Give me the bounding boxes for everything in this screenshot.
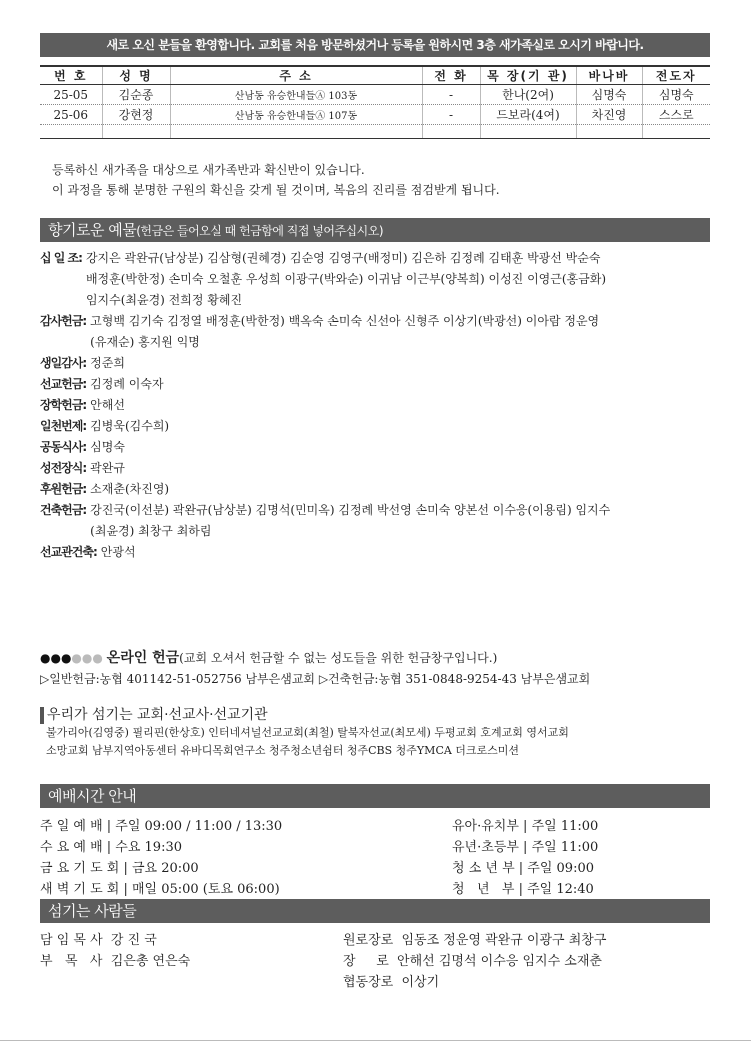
offering-line: 김병욱(김수희) xyxy=(90,419,170,433)
worship-item: 청 소 년 부 | 주일 09:00 xyxy=(452,861,594,876)
cell-empty xyxy=(642,125,710,139)
offering-label: 일천번제: xyxy=(40,419,87,433)
offering-names xyxy=(86,437,720,458)
offering-label: 공동식사: xyxy=(40,440,87,454)
col-phone: 전 화 xyxy=(422,66,480,85)
staff-pastors xyxy=(40,930,190,972)
registration-note-line: 등록하신 새가족을 대상으로 새가족반과 확신반이 있습니다. xyxy=(52,163,365,177)
cell-group: 한나(2여) xyxy=(480,85,576,105)
offering-line: 강진국(이선분) 곽완규(남상분) 김명석(민미옥) 김정례 박선영 손미숙 양본선 이수응(이용림) 임지수 xyxy=(90,503,611,517)
cell-barnabas: 차진영 xyxy=(576,105,642,125)
supported-line: 불가리아(김영중) 필리핀(한상호) 인터네셔널선교교회(최철) 탈북자선교(최모세) 두평교회 호계교회 영서교회 xyxy=(46,726,569,739)
offerings-subtitle: (헌금은 들어오실 때 헌금함에 직접 넣어주십시오) xyxy=(136,224,383,238)
online-offering-title-row xyxy=(40,648,590,669)
worship-adult xyxy=(40,816,282,900)
offering-line: 임지수(최윤경) 전희정 황혜진 xyxy=(85,293,243,307)
cell-empty xyxy=(422,125,480,139)
worship-item: 청 년 부 | 주일 12:40 xyxy=(452,882,594,897)
offering-mission xyxy=(40,374,720,395)
cell-empty xyxy=(480,125,576,139)
staff-item: 장 로 안해선 김명석 이수응 임지수 소재춘 xyxy=(343,954,602,969)
cell-empty xyxy=(170,125,422,139)
worship-item: 주 일 예 배 | 주일 09:00 / 11:00 / 13:30 xyxy=(40,819,283,834)
offering-names xyxy=(86,374,720,395)
cell-phone: - xyxy=(422,105,480,125)
worship-item: 유년·초등부 | 주일 11:00 xyxy=(452,840,599,855)
cell-name: 강현정 xyxy=(102,105,170,125)
offering-line: 강지은 곽완규(남상분) 김삼형(권혜경) 김순영 김영구(배정미) 김은하 김정례 김태훈 박광선 박순숙 xyxy=(85,251,601,265)
staff-elders xyxy=(343,930,606,993)
cell-barnabas: 심명숙 xyxy=(576,85,642,105)
worship-item: 새 벽 기 도 회 | 매일 05:00 (토요 06:00) xyxy=(40,882,280,897)
offering-names xyxy=(97,542,720,563)
offering-label: 선교헌금: xyxy=(40,377,87,391)
bank-accounts: ▷일반헌금:농협 401142-51-052756 남부은샘교회 ▷건축헌금:농협 351-0848-9254-43 남부은샘교회 xyxy=(40,672,591,686)
cell-empty xyxy=(576,125,642,139)
staff-header: 섬기는 사람들 xyxy=(40,899,710,923)
cell-evangelist: 심명숙 xyxy=(642,85,710,105)
col-address: 주 소 xyxy=(170,66,422,85)
divider xyxy=(0,1040,751,1041)
offering-label: 건축헌금: xyxy=(40,503,87,517)
offering-names xyxy=(86,395,720,416)
offering-label: 후원헌금: xyxy=(40,482,87,496)
table-row xyxy=(40,105,710,125)
supported-missions-list xyxy=(40,724,569,760)
cell-evangelist: 스스로 xyxy=(642,105,710,125)
col-group: 목 장(기 관) xyxy=(480,66,576,85)
cell-name: 김순종 xyxy=(102,85,170,105)
offering-line: 곽완규 xyxy=(90,461,125,475)
offering-names xyxy=(86,458,720,479)
offering-thousand xyxy=(40,416,720,437)
offering-label: 감사헌금: xyxy=(40,314,87,328)
dots-decoration xyxy=(40,651,103,665)
staff-item: 원로장로 임동조 정운영 곽완규 이광구 최창구 xyxy=(343,933,607,948)
col-evangelist: 전도자 xyxy=(642,66,710,85)
offering-names xyxy=(86,353,720,374)
staff-item: 협동장로 이상기 xyxy=(343,975,440,990)
cell-address: 산남동 유승한내들Ⓐ 107동 xyxy=(170,105,422,125)
offering-names xyxy=(82,248,720,311)
offering-line: 김정례 이숙자 xyxy=(90,377,164,391)
offering-names xyxy=(86,500,720,542)
offering-thanks xyxy=(40,311,720,353)
offering-label: 생일감사: xyxy=(40,356,87,370)
registration-note-line: 이 과정을 통해 분명한 구원의 확신을 갖게 될 것이며, 복음의 진리를 점검받게 됩니다. xyxy=(52,183,500,197)
table-row-empty xyxy=(40,125,710,139)
supported-line: 소망교회 남부지역아동센터 유바디목회연구소 청주청소년쉼터 청주CBS 청주YMCA 더크로스미션 xyxy=(46,744,520,757)
offering-line: 배정훈(박한정) 손미숙 오철훈 우성희 이광구(박와순) 이귀남 이근부(양복희) 이성진 이영근(홍금화) xyxy=(85,272,606,286)
online-offering xyxy=(40,648,590,690)
col-name: 성 명 xyxy=(102,66,170,85)
online-offering-title: 온라인 헌금 xyxy=(106,650,180,666)
offering-mission-building xyxy=(40,542,720,563)
staff-item: 부 목 사 김은총 연은숙 xyxy=(40,954,191,969)
table-row xyxy=(40,85,710,105)
cell-empty xyxy=(102,125,170,139)
offering-label: 십 일 조: xyxy=(40,251,82,265)
worship-item: 유아·유치부 | 주일 11:00 xyxy=(452,819,599,834)
col-number: 번 호 xyxy=(40,66,102,85)
offering-label: 장학헌금: xyxy=(40,398,87,412)
cell-group: 드보라(4여) xyxy=(480,105,576,125)
offering-building xyxy=(40,500,720,542)
cell-phone: - xyxy=(422,85,480,105)
worship-item: 수 요 예 배 | 수요 19:30 xyxy=(40,840,182,855)
offering-tithe xyxy=(40,248,720,311)
offering-support xyxy=(40,479,720,500)
supported-missions xyxy=(40,707,569,760)
offering-decoration xyxy=(40,458,720,479)
offering-line: 고형백 김기숙 김정열 배정훈(박한정) 백옥숙 손미숙 신선아 신형주 이상기(박광선) 이아람 정운영 xyxy=(90,314,600,328)
offering-line: (최윤경) 최창구 최하림 xyxy=(90,524,212,538)
offering-label: 성전장식: xyxy=(40,461,87,475)
worship-youth xyxy=(452,816,598,900)
offering-line: 심명숙 xyxy=(90,440,125,454)
registration-note xyxy=(52,160,500,200)
offerings-list xyxy=(40,248,720,563)
offering-label: 선교관건축: xyxy=(40,545,97,559)
col-barnabas: 바나바 xyxy=(576,66,642,85)
online-offering-desc: (교회 오셔서 헌금할 수 없는 성도들을 위한 헌금창구입니다.) xyxy=(179,651,498,665)
worship-item: 금 요 기 도 회 | 금요 20:00 xyxy=(40,861,199,876)
worship-header: 예배시간 안내 xyxy=(40,784,710,808)
dots-filled: ●●● xyxy=(40,651,72,665)
offerings-title: 향기로운 예물 xyxy=(48,221,137,239)
offering-meal xyxy=(40,437,720,458)
offering-line: 정준희 xyxy=(90,356,125,370)
offering-line: 소재춘(차진영) xyxy=(90,482,170,496)
newcomer-table xyxy=(40,65,710,139)
offerings-header xyxy=(40,218,710,242)
offering-names xyxy=(86,311,720,353)
offering-scholarship xyxy=(40,395,720,416)
dots-light: ●●● xyxy=(71,651,103,665)
supported-missions-title: 우리가 섬기는 교회·선교사·선교기관 xyxy=(40,707,569,724)
cell-empty xyxy=(40,125,102,139)
staff-item: 담 임 목 사 강 진 국 xyxy=(40,933,157,948)
offering-line: (유재순) 홍지원 익명 xyxy=(90,335,200,349)
offering-line: 안해선 xyxy=(90,398,125,412)
offering-line: 안광석 xyxy=(100,545,136,559)
cell-number: 25-05 xyxy=(40,85,102,105)
welcome-banner: 새로 오신 분들을 환영합니다. 교회를 처음 방문하셨거나 등록을 원하시면 3층 새가족실로 오시기 바랍니다. xyxy=(40,33,710,57)
offering-names xyxy=(86,416,720,437)
cell-number: 25-06 xyxy=(40,105,102,125)
offering-names xyxy=(86,479,720,500)
cell-address: 산남동 유승한내들Ⓐ 103동 xyxy=(170,85,422,105)
newcomer-table-header xyxy=(40,66,710,85)
offering-birthday xyxy=(40,353,720,374)
